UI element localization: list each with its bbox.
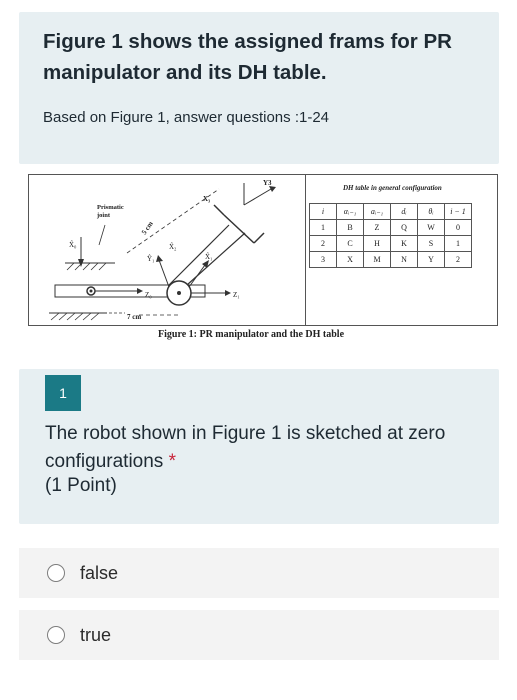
question-card <box>19 369 499 524</box>
label-5cm: 5 cm <box>140 219 155 237</box>
dh-header-cell: aᵢ₋₁ <box>364 204 391 220</box>
option-true[interactable] <box>19 610 499 660</box>
label-z0: Z₀ <box>145 291 152 299</box>
dh-cell: H <box>364 236 391 252</box>
page-subtitle: Based on Figure 1, answer questions :1-24 <box>43 109 330 126</box>
radio-button[interactable] <box>47 564 65 582</box>
dh-cell: C <box>337 236 364 252</box>
dh-cell: Z <box>364 220 391 236</box>
dh-cell: 2 <box>310 236 337 252</box>
dh-cell: 2 <box>445 252 472 268</box>
label-joint: joint <box>97 212 110 219</box>
figure-divider <box>305 175 306 325</box>
figure-frame <box>28 174 498 326</box>
table-row <box>310 220 472 236</box>
dh-table-title: DH table in general configuration <box>343 184 442 192</box>
dh-cell: 1 <box>445 236 472 252</box>
question-text-block <box>45 420 475 476</box>
dh-cell: W <box>418 220 445 236</box>
option-label: false <box>80 562 119 583</box>
option-false[interactable] <box>19 548 499 598</box>
dh-header-cell: i − 1 <box>445 204 472 220</box>
dh-cell: B <box>337 220 364 236</box>
label-x2: X̂₂ <box>169 243 177 251</box>
label-y3: Y3 <box>263 179 272 187</box>
dh-table <box>309 203 472 268</box>
dh-header-row <box>310 204 472 220</box>
dh-cell: 0 <box>445 220 472 236</box>
figure-1 <box>28 174 498 342</box>
dh-cell: Y <box>418 252 445 268</box>
header-card <box>19 12 499 164</box>
table-row <box>310 252 472 268</box>
manipulator-diagram <box>29 175 305 325</box>
dh-cell: Q <box>391 220 418 236</box>
dh-cell: 3 <box>310 252 337 268</box>
required-mark: * <box>168 451 176 472</box>
label-y1: Ŷ₁ <box>147 255 155 263</box>
dh-cell: M <box>364 252 391 268</box>
question-text: The robot shown in Figure 1 is sketched at zero configurations <box>45 423 446 472</box>
dh-cell: K <box>391 236 418 252</box>
dh-cell: 1 <box>310 220 337 236</box>
question-points: (1 Point) <box>45 475 117 496</box>
table-row <box>310 236 472 252</box>
label-x1: X̂₁ <box>205 253 213 261</box>
figure-caption: Figure 1: PR manipulator and the DH table <box>158 329 345 340</box>
page-title: Figure 1 shows the assigned frams for PR manipulator and its DH table. <box>43 30 452 84</box>
label-x0: X̂₀ <box>69 241 77 249</box>
dh-header-cell: i <box>310 204 337 220</box>
label-z1: Z₁ <box>233 291 240 299</box>
option-label: true <box>80 624 112 645</box>
dh-header-cell: θᵢ <box>418 204 445 220</box>
label-7cm: 7 cm <box>127 313 142 321</box>
question-number-badge: 1 <box>45 375 81 411</box>
dh-header-cell: dᵢ <box>391 204 418 220</box>
dh-header-cell: αᵢ₋₁ <box>337 204 364 220</box>
dh-cell: X <box>337 252 364 268</box>
dh-cell: N <box>391 252 418 268</box>
label-prismatic: Prismatic <box>97 204 124 211</box>
label-x3: X₃ <box>203 195 211 203</box>
dh-cell: S <box>418 236 445 252</box>
radio-button[interactable] <box>47 626 65 644</box>
